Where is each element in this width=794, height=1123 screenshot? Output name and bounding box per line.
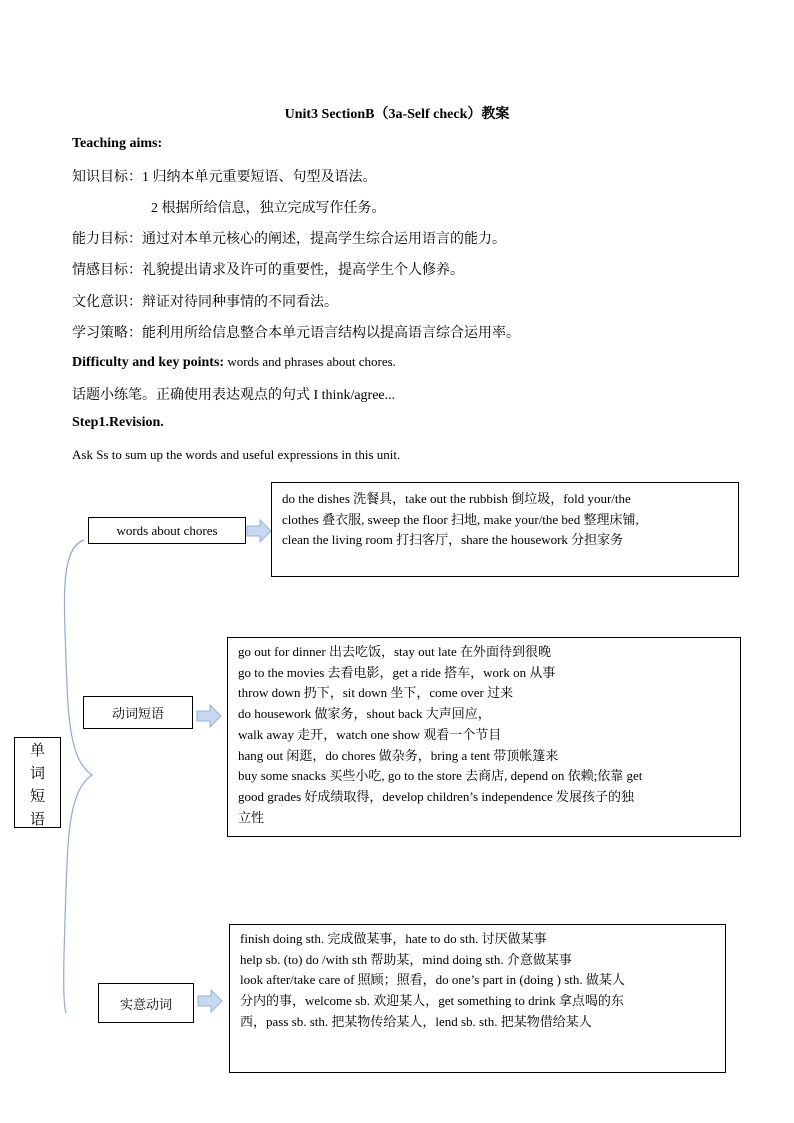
phrase-line: look after/take care of 照顾；照看，do one’s part in (doing ) sth. 做某人: [240, 972, 625, 988]
right-arrow-icon: [246, 519, 272, 543]
phrase-line: buy some snacks 买些小吃, go to the store 去商店, depend on 依赖;依靠 get: [238, 768, 643, 784]
branch-label-verb-phrases: 动词短语: [83, 696, 193, 729]
phrase-line: do housework 做家务，shout back 大声回应，: [238, 706, 491, 722]
branch-content-chores: [271, 482, 739, 577]
phrase-line: clothes 叠衣服, sweep the floor 扫地, make your/the bed 整理床铺,: [282, 511, 639, 527]
branch-label-chores: words about chores: [88, 517, 246, 544]
phrase-line: throw down 扔下，sit down 坐下，come over 过来: [238, 685, 514, 701]
root-char: 短: [29, 789, 45, 805]
teaching-aims-heading: Teaching aims:: [72, 136, 163, 151]
page-title: Unit3 SectionB（3a-Self check）教案: [284, 107, 510, 122]
phrase-line: go to the movies 去看电影，get a ride 搭车，work on 从事: [238, 664, 556, 680]
phrase-line: help sb. (to) do /with sth 帮助某，mind doing sth. 介意做某事: [240, 951, 572, 967]
phrase-line: 立性: [238, 809, 265, 825]
phrase-line: walk away 走开，watch one show 观看一个节目: [238, 726, 502, 742]
phrase-line: 西，pass sb. sth. 把某物传给某人，lend sb. sth. 把某物借给某人: [240, 1013, 592, 1029]
aim-knowledge-1: 知识目标：1 归纳本单元重要短语、句型及语法。: [72, 170, 377, 185]
ask-line: Ask Ss to sum up the words and useful expressions in this unit.: [72, 447, 401, 462]
phrase-line: go out for dinner 出去吃饭，stay out late 在外面待到很晚: [238, 644, 552, 659]
phrase-line: do the dishes 洗餐具，take out the rubbish 倒垃圾，fold your/the: [282, 491, 631, 506]
root-char: 语: [29, 812, 45, 828]
aim-culture: 文化意识：辩证对待同种事情的不同看法。: [72, 295, 338, 310]
difficulty-label: Difficulty and key points:: [72, 355, 225, 370]
branch-content-verb-phrases: [227, 637, 741, 837]
aim-ability: 能力目标：通过对本单元核心的阐述，提高学生综合运用语言的能力。: [72, 232, 506, 247]
phrase-line: good grades 好成绩取得，develop children’s independence 发展孩子的独: [238, 788, 635, 804]
branch-label-notional-verbs: 实意动词: [98, 983, 194, 1023]
mindmap-root-box: [14, 737, 61, 828]
step1-heading: Step1.Revision.: [72, 415, 164, 430]
aim-emotion: 情感目标：礼貌提出请求及许可的重要性，提高学生个人修养。: [72, 263, 464, 278]
branch-content-notional-verbs: [229, 924, 726, 1073]
right-arrow-icon: [197, 989, 223, 1013]
topic-line: 话题小练笔。正确使用表达观点的句式 I think/agree...: [72, 388, 396, 403]
aim-strategy: 学习策略：能利用所给信息整合本单元语言结构以提高语言综合运用率。: [72, 326, 520, 341]
root-char: 词: [29, 766, 45, 782]
phrase-line: 分内的事，welcome sb. 欢迎某人，get something to drink 拿点喝的东: [240, 993, 624, 1009]
aim-knowledge-2: 2 根据所给信息，独立完成写作任务。: [151, 201, 386, 216]
phrase-line: finish doing sth. 完成做某事，hate to do sth. 讨厌做某事: [240, 931, 547, 946]
difficulty-text: words and phrases about chores.: [224, 354, 396, 369]
phrase-line: hang out 闲逛，do chores 做杂务，bring a tent 带顶帐篷来: [238, 747, 559, 763]
right-arrow-icon: [196, 704, 222, 728]
root-char: 单: [29, 743, 45, 759]
phrase-line: clean the living room 打扫客厅，share the housework 分担家务: [282, 532, 624, 548]
